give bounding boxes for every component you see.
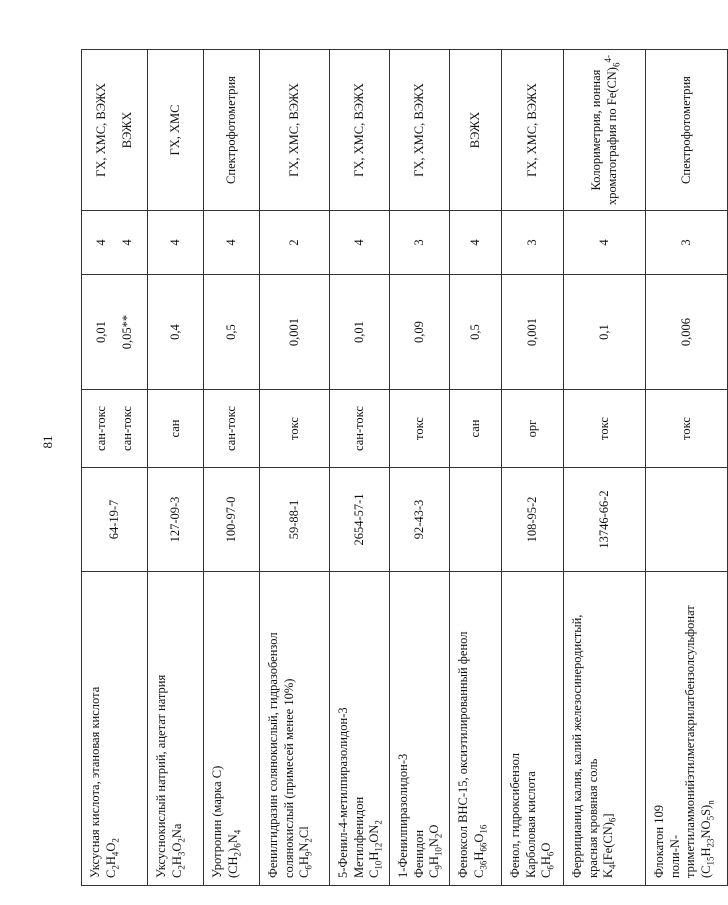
mac-value bbox=[646, 275, 728, 390]
cas-number: 2654-57-1 bbox=[330, 468, 390, 572]
rotated-table-wrapper bbox=[81, 50, 716, 886]
substance-name-cell bbox=[204, 572, 260, 886]
analysis-method bbox=[502, 50, 564, 211]
mac-value bbox=[330, 275, 390, 390]
mac-value bbox=[450, 275, 502, 390]
hazard-class-value: 4 bbox=[596, 239, 611, 246]
text-fragment: NO bbox=[698, 820, 713, 839]
chemical-formula bbox=[601, 579, 617, 878]
text-fragment: 9 bbox=[303, 851, 314, 857]
hazard-class bbox=[330, 211, 390, 275]
substance-name bbox=[570, 579, 601, 878]
hazard-class bbox=[82, 211, 148, 275]
hazard-indicator bbox=[330, 390, 390, 468]
substance-name-cell bbox=[390, 572, 450, 886]
chemical-formula bbox=[472, 579, 488, 878]
hazard-indicator-value: сан-токс bbox=[93, 406, 108, 451]
hazard-indicator-value: сан-токс bbox=[119, 406, 134, 451]
analysis-method-value: ВЭЖХ bbox=[119, 111, 134, 149]
text-fragment: 10 bbox=[373, 860, 384, 870]
text-fragment: N bbox=[427, 838, 442, 848]
text-fragment: 6 bbox=[232, 843, 243, 848]
substance-name bbox=[266, 579, 297, 878]
text-fragment: C bbox=[297, 869, 312, 878]
hazard-indicator bbox=[646, 390, 728, 468]
analysis-method-value: ГХ, ХМС, ВЭЖХ bbox=[411, 83, 426, 177]
chemical-formula bbox=[367, 579, 383, 878]
text-fragment: n bbox=[705, 800, 716, 805]
analysis-method bbox=[82, 50, 148, 211]
text-fragment: Феррицианид калия, калий железосинеродистый, красная кровяная соль bbox=[570, 614, 600, 878]
table-row bbox=[502, 50, 564, 886]
cas-number: 100-97-0 bbox=[204, 468, 260, 572]
text-fragment: H bbox=[539, 856, 554, 866]
page-number: 81 bbox=[40, 435, 55, 449]
hazard-indicator-value: токс bbox=[678, 417, 693, 440]
text-fragment: 1-Фенилпиразолидон-3 bbox=[396, 753, 410, 878]
cas-number: 64-19-7 bbox=[82, 468, 148, 572]
hazard-indicator-value: сан bbox=[467, 419, 482, 438]
substance-name bbox=[336, 579, 367, 878]
table-body bbox=[82, 50, 728, 886]
hazard-indicator-value: сан-токс bbox=[223, 406, 238, 451]
text-fragment: 6 bbox=[607, 817, 618, 823]
text-fragment: C bbox=[367, 869, 382, 878]
text-fragment: 6 bbox=[545, 851, 556, 857]
analysis-method-value: ГХ, ХМС, ВЭЖХ bbox=[524, 83, 539, 177]
mac-value bbox=[564, 275, 646, 390]
cas-number: 127-09-3 bbox=[148, 468, 204, 572]
text-fragment: S) bbox=[698, 804, 713, 816]
substance-name-cell bbox=[450, 572, 502, 886]
text-fragment: Уротропин (марка С) bbox=[210, 765, 224, 878]
analysis-method bbox=[260, 50, 330, 211]
text-fragment: C bbox=[471, 869, 486, 878]
table-row bbox=[82, 50, 148, 886]
hazard-indicator bbox=[450, 390, 502, 468]
text-fragment: H bbox=[471, 851, 486, 861]
text-fragment: Na bbox=[169, 823, 184, 839]
text-fragment: H bbox=[103, 856, 118, 866]
cas-number: 59-88-1 bbox=[260, 468, 330, 572]
text-fragment: K bbox=[601, 868, 616, 878]
table-row bbox=[646, 50, 728, 886]
hazard-class-value: 3 bbox=[524, 239, 539, 246]
text-fragment: 5-Фенил-4-метилпиразолидон-3 bbox=[336, 707, 350, 878]
text-fragment: 9 bbox=[433, 865, 444, 870]
text-fragment: O bbox=[539, 842, 554, 852]
hazard-indicator bbox=[82, 390, 148, 468]
mac-value bbox=[260, 275, 330, 390]
hazard-indicator-value: токс bbox=[286, 417, 301, 440]
substance-name bbox=[508, 579, 539, 878]
text-fragment: 2 bbox=[303, 838, 314, 843]
table-row bbox=[390, 50, 450, 886]
hazard-class-value: 4 bbox=[119, 239, 134, 246]
text-fragment: 2 bbox=[110, 838, 121, 843]
text-fragment: H bbox=[367, 851, 382, 861]
table-row bbox=[260, 50, 330, 886]
text-fragment: 10 bbox=[433, 847, 444, 857]
substances-table bbox=[81, 49, 728, 886]
hazard-class bbox=[390, 211, 450, 275]
hazard-class-value: 4 bbox=[223, 239, 238, 246]
analysis-method-value: Спектрофотометрия bbox=[223, 76, 238, 184]
text-fragment: H bbox=[169, 856, 184, 866]
text-fragment: C bbox=[427, 869, 442, 878]
mac-value-value: 0,5 bbox=[467, 324, 482, 340]
analysis-method-value: ГХ, ХМС bbox=[167, 104, 182, 156]
hazard-indicator bbox=[148, 390, 204, 468]
text-fragment: Феноксол ВНС-15, оксиэтилированный фенол bbox=[456, 631, 470, 878]
analysis-method bbox=[330, 50, 390, 211]
mac-value bbox=[82, 275, 148, 390]
substance-name-cell bbox=[646, 572, 728, 886]
table-row bbox=[204, 50, 260, 886]
substance-name-cell bbox=[330, 572, 390, 886]
table-row bbox=[450, 50, 502, 886]
hazard-class bbox=[450, 211, 502, 275]
text-fragment: ON bbox=[367, 824, 382, 843]
text-fragment: C bbox=[539, 869, 554, 878]
substance-name bbox=[210, 579, 226, 878]
hazard-indicator bbox=[564, 390, 646, 468]
text-fragment: 4 bbox=[232, 829, 243, 835]
analysis-method bbox=[148, 50, 204, 211]
hazard-class-value: 4 bbox=[351, 239, 366, 246]
chemical-formula bbox=[699, 579, 715, 878]
text-fragment: C bbox=[169, 869, 184, 878]
analysis-method-value: ГХ, ХМС, ВЭЖХ bbox=[286, 83, 301, 177]
analysis-method bbox=[564, 50, 646, 211]
text-fragment: 4- bbox=[602, 55, 613, 63]
text-fragment: 6 bbox=[303, 865, 314, 870]
hazard-class bbox=[502, 211, 564, 275]
text-fragment: O bbox=[103, 842, 118, 852]
hazard-class-value: 4 bbox=[93, 239, 108, 246]
cas-number bbox=[646, 468, 728, 572]
mac-value-value: 0,1 bbox=[596, 324, 611, 340]
substance-name-cell bbox=[502, 572, 564, 886]
table-row bbox=[564, 50, 646, 886]
hazard-indicator-value: токс bbox=[411, 417, 426, 440]
substance-name-cell bbox=[82, 572, 148, 886]
mac-value bbox=[502, 275, 564, 390]
hazard-indicator bbox=[204, 390, 260, 468]
mac-value bbox=[390, 275, 450, 390]
analysis-method-value: ВЭЖХ bbox=[467, 111, 482, 149]
analysis-method-value: ГХ, ХМС, ВЭЖХ bbox=[93, 83, 108, 177]
analysis-method bbox=[450, 50, 502, 211]
hazard-indicator-value: сан bbox=[167, 419, 182, 438]
hazard-indicator bbox=[502, 390, 564, 468]
hazard-class-value: 3 bbox=[678, 239, 693, 246]
cas-number: 92-43-3 bbox=[390, 468, 450, 572]
text-fragment: Карболовая кислота bbox=[523, 771, 538, 878]
text-fragment: 2 bbox=[433, 833, 444, 839]
text-fragment: поли-N-триметиламмонийэтилметакрилатбензолсульфонат bbox=[667, 605, 698, 878]
text-fragment: ) bbox=[225, 847, 240, 852]
mac-value-value: 0,5 bbox=[223, 324, 238, 340]
text-fragment: Флокатон 109 bbox=[652, 805, 666, 878]
text-fragment: 6 bbox=[611, 62, 621, 68]
text-fragment: 66 bbox=[478, 842, 489, 852]
mac-value-value: 0,09 bbox=[411, 321, 426, 343]
hazard-indicator-value: орг bbox=[524, 419, 539, 438]
text-fragment: (C bbox=[698, 865, 713, 878]
mac-value-value: 0,001 bbox=[286, 317, 301, 347]
text-fragment: 2 bbox=[176, 865, 187, 870]
hazard-indicator bbox=[260, 390, 330, 468]
text-fragment: O bbox=[471, 833, 486, 843]
substance-name bbox=[154, 579, 170, 878]
hazard-indicator-value: сан-токс bbox=[351, 406, 366, 451]
mac-value-value: 0,4 bbox=[167, 324, 182, 340]
text-fragment: Cl bbox=[297, 826, 312, 839]
text-fragment: 6 bbox=[545, 865, 556, 870]
text-fragment: 2 bbox=[232, 851, 243, 857]
text-fragment: H bbox=[427, 856, 442, 866]
text-fragment: 2 bbox=[176, 838, 187, 843]
text-fragment: O bbox=[169, 842, 184, 852]
hazard-indicator bbox=[390, 390, 450, 468]
text-fragment: ] bbox=[601, 813, 616, 818]
text-fragment: H bbox=[297, 856, 312, 866]
mac-value bbox=[204, 275, 260, 390]
cas-number: 13746-66-2 bbox=[564, 468, 646, 572]
substance-name-cell bbox=[260, 572, 330, 886]
hazard-class bbox=[204, 211, 260, 275]
hazard-class bbox=[260, 211, 330, 275]
text-fragment: 36 bbox=[478, 860, 489, 870]
text-fragment: N bbox=[225, 834, 240, 844]
chemical-formula bbox=[170, 579, 186, 878]
substance-name bbox=[396, 579, 427, 878]
hazard-class-value: 2 bbox=[286, 239, 301, 246]
chemical-formula bbox=[104, 579, 120, 878]
text-fragment: Фенилгидразин солянокислый, гидразобензол солянокислый (примесей менее 10%) bbox=[266, 632, 296, 878]
analysis-method bbox=[390, 50, 450, 211]
text-fragment: 4 bbox=[607, 864, 618, 869]
substance-name bbox=[652, 579, 699, 878]
text-fragment: O bbox=[427, 824, 442, 834]
chemical-formula bbox=[539, 579, 555, 878]
text-fragment: Метилфенидон bbox=[351, 796, 366, 878]
text-fragment: Фенол, гидроксибензол bbox=[508, 753, 522, 878]
analysis-method-value: Спектрофотометрия bbox=[678, 76, 693, 184]
text-fragment: 15 bbox=[705, 856, 716, 866]
substance-name-cell bbox=[148, 572, 204, 886]
text-fragment: Фенидон bbox=[411, 829, 426, 878]
text-fragment: 2 bbox=[110, 865, 121, 870]
substance-name-cell bbox=[564, 572, 646, 886]
text-fragment: 4 bbox=[110, 851, 121, 857]
mac-value bbox=[148, 275, 204, 390]
cas-number bbox=[450, 468, 502, 572]
hazard-class bbox=[646, 211, 728, 275]
substance-name bbox=[88, 579, 104, 878]
text-fragment: H bbox=[698, 847, 713, 857]
text-fragment: C bbox=[103, 869, 118, 878]
text-fragment: 23 bbox=[705, 838, 716, 848]
mac-value-value: 0,01 bbox=[351, 321, 366, 343]
hazard-class-value: 3 bbox=[411, 239, 426, 246]
chemical-formula bbox=[427, 579, 443, 878]
mac-value-value: 0,006 bbox=[678, 317, 693, 347]
text-fragment: N bbox=[297, 842, 312, 852]
substance-name bbox=[456, 579, 472, 878]
text-fragment: 3 bbox=[176, 851, 187, 857]
table-row bbox=[330, 50, 390, 886]
mac-value-value: 0,05** bbox=[119, 314, 134, 350]
text-fragment: 2 bbox=[373, 820, 384, 825]
chemical-formula bbox=[297, 579, 313, 878]
hazard-indicator-value: токс bbox=[596, 417, 611, 440]
analysis-method bbox=[204, 50, 260, 211]
text-fragment: [Fe(CN) bbox=[601, 822, 616, 865]
cas-number: 108-95-2 bbox=[502, 468, 564, 572]
text-fragment: Колориметрия, ионная хроматография по Fe(CN) bbox=[588, 67, 619, 205]
text-fragment: 12 bbox=[373, 842, 384, 852]
hazard-class-value: 4 bbox=[167, 239, 182, 246]
mac-value-value: 0,01 bbox=[93, 321, 108, 343]
table-row bbox=[148, 50, 204, 886]
analysis-method-value: ГХ, ХМС, ВЭЖХ bbox=[351, 83, 366, 177]
text-fragment: 5 bbox=[705, 815, 716, 821]
analysis-method bbox=[646, 50, 728, 211]
text-fragment: 16 bbox=[478, 824, 489, 834]
chemical-formula bbox=[226, 579, 242, 878]
text-fragment: (CH bbox=[225, 856, 240, 878]
mac-value-value: 0,001 bbox=[524, 317, 539, 347]
hazard-class bbox=[564, 211, 646, 275]
hazard-class bbox=[148, 211, 204, 275]
text-fragment: Уксусная кислота, этановая кислота bbox=[88, 686, 102, 878]
hazard-class-value: 4 bbox=[467, 239, 482, 246]
text-fragment: Уксуснокислый натрий, ацетат натрия bbox=[154, 674, 168, 878]
